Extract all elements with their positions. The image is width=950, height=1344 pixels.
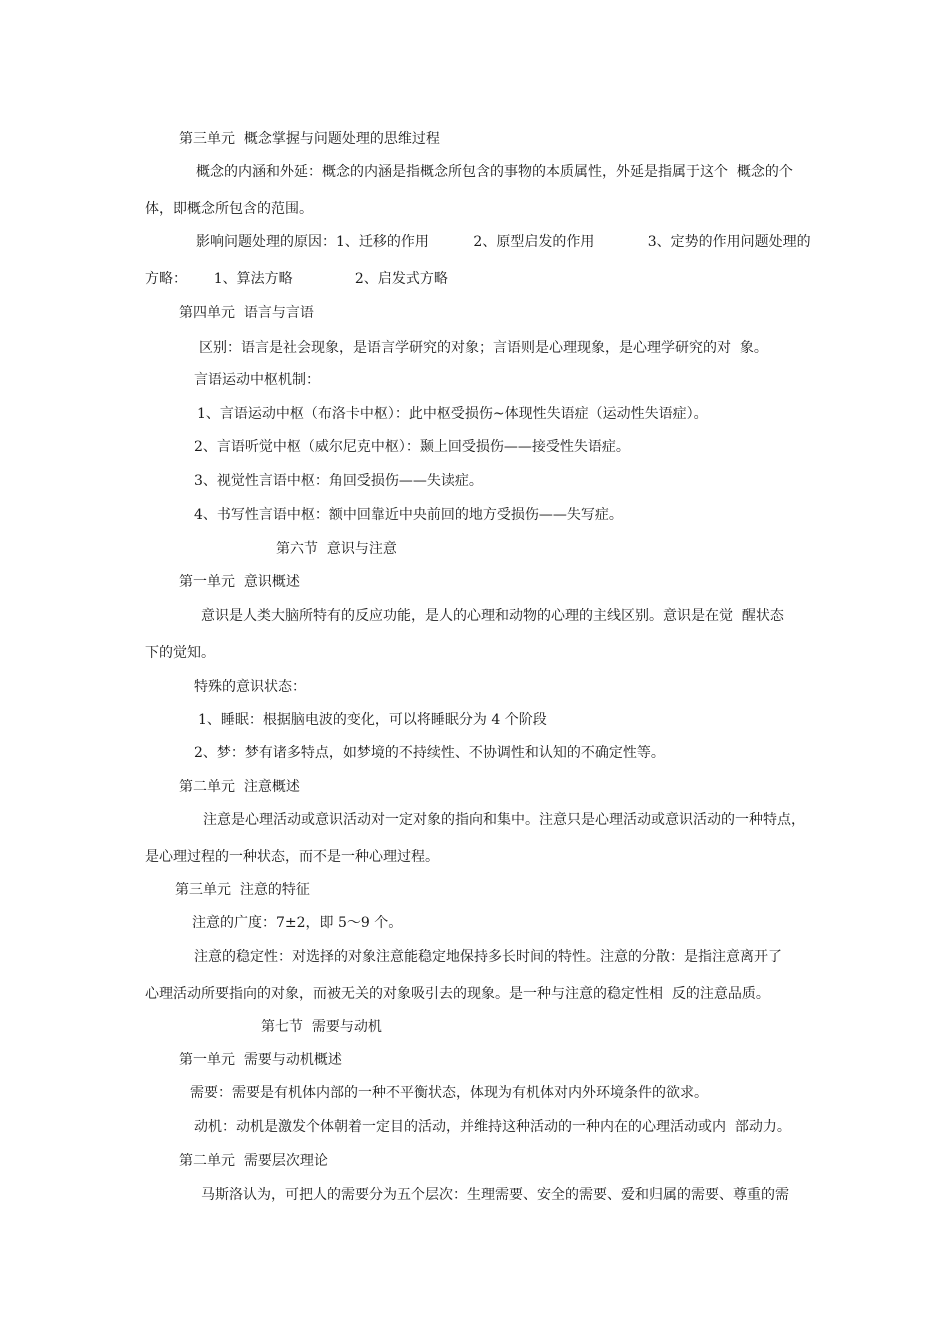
unit-heading: 第四单元 语言与言语	[179, 305, 314, 321]
unit-heading: 第一单元 意识概述	[179, 574, 300, 590]
unit-heading: 第一单元 需要与动机概述	[179, 1052, 342, 1068]
section-heading: 第七节 需要与动机	[261, 1019, 382, 1035]
paragraph-line: 注意的广度：7±2，即 5～9 个。	[192, 915, 403, 931]
paragraph-line: 注意的稳定性：对选择的对象注意能稳定地保持多长时间的特性。注意的分散：是指注意离开了	[194, 949, 782, 965]
paragraph-line: 体，即概念所包含的范围。	[145, 201, 313, 217]
unit-heading: 第二单元 需要层次理论	[179, 1153, 328, 1169]
list-item: 2、梦：梦有诸多特点，如梦境的不持续性、不协调性和认知的不确定性等。	[194, 745, 665, 761]
paragraph-line: 心理活动所要指向的对象，而被无关的对象吸引去的现象。是一种与注意的稳定性相 反的注意品质。	[145, 986, 770, 1002]
paragraph-line: 影响问题处理的原因：1、迁移的作用 2、原型启发的作用 3、定势的作用问题处理的	[196, 234, 811, 250]
paragraph-line: 特殊的意识状态：	[194, 679, 306, 695]
paragraph-line: 动机：动机是激发个体朝着一定目的活动，并维持这种活动的一种内在的心理活动或内 部动力。	[194, 1119, 791, 1135]
paragraph-line: 概念的内涵和外延：概念的内涵是指概念所包含的事物的本质属性，外延是指属于这个 概念的个	[196, 164, 793, 180]
paragraph-line: 言语运动中枢机制：	[194, 372, 320, 388]
list-item: 2、言语听觉中枢（威尔尼克中枢）：颞上回受损伤——接受性失语症。	[194, 439, 630, 455]
list-item: 4、书写性言语中枢：额中回靠近中央前回的地方受损伤——失写症。	[194, 507, 623, 523]
unit-heading: 第三单元 概念掌握与问题处理的思维过程	[179, 131, 440, 147]
list-item: 1、言语运动中枢（布洛卡中枢）：此中枢受损伤~体现性失语症（运动性失语症）。	[197, 406, 708, 422]
list-item: 1、睡眠：根据脑电波的变化，可以将睡眠分为 4 个阶段	[198, 712, 547, 728]
paragraph-line: 意识是人类大脑所特有的反应功能，是人的心理和动物的心理的主线区别。意识是在觉 醒状态	[201, 608, 784, 624]
paragraph-line: 注意是心理活动或意识活动对一定对象的指向和集中。注意只是心理活动或意识活动的一种特点，	[203, 812, 805, 828]
paragraph-line: 方略： 1、算法方略 2、启发式方略	[145, 271, 448, 287]
unit-heading: 第三单元 注意的特征	[175, 882, 310, 898]
paragraph-line: 马斯洛认为，可把人的需要分为五个层次：生理需要、安全的需要、爱和归属的需要、尊重的需	[201, 1187, 789, 1203]
paragraph-line: 是心理过程的一种状态，而不是一种心理过程。	[145, 849, 439, 865]
paragraph-line: 区别：语言是社会现象，是语言学研究的对象；言语则是心理现象，是心理学研究的对 象。	[199, 340, 768, 356]
unit-heading: 第二单元 注意概述	[179, 779, 300, 795]
section-heading: 第六节 意识与注意	[276, 541, 397, 557]
paragraph-line: 需要：需要是有机体内部的一种不平衡状态，体现为有机体对内外环境条件的欲求。	[190, 1085, 708, 1101]
paragraph-line: 下的觉知。	[145, 645, 215, 661]
list-item: 3、视觉性言语中枢：角回受损伤——失读症。	[194, 473, 483, 489]
